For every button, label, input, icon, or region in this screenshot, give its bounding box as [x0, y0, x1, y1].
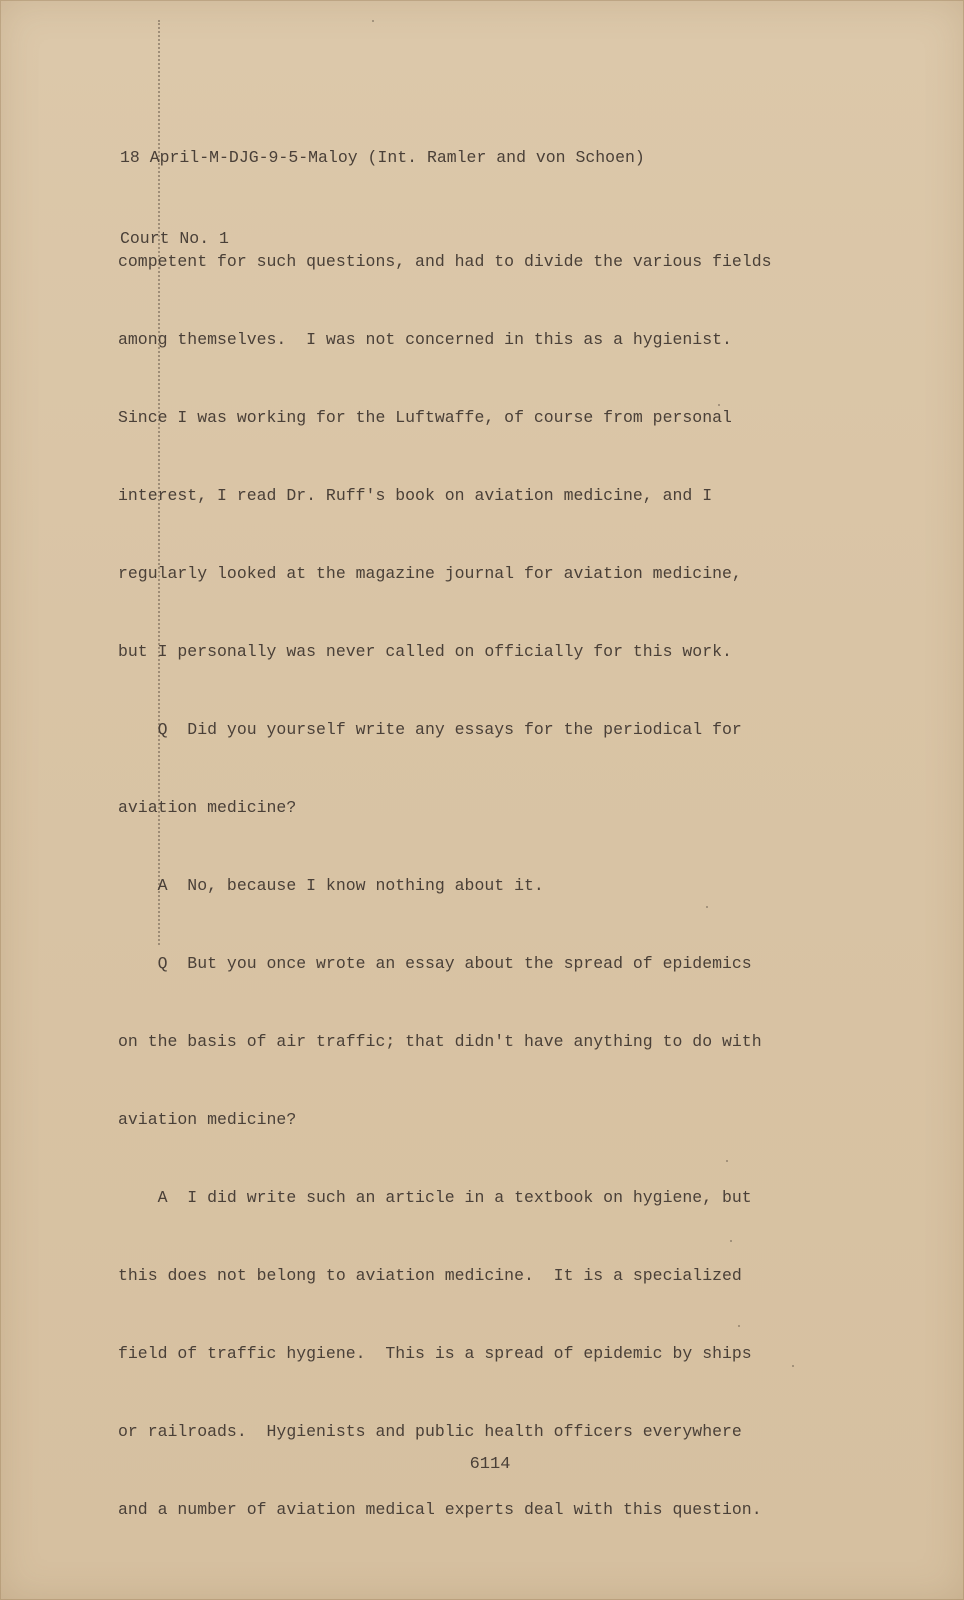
paper-speck — [738, 1325, 740, 1327]
text-line: aviation medicine? — [118, 1110, 297, 1129]
text-line: competent for such questions, and had to divide the various fields — [118, 252, 772, 271]
text-line: interest, I read Dr. Ruff's book on aviation medicine, and I — [118, 486, 713, 505]
paper-speck — [726, 1160, 728, 1162]
text-line: or railroads. Hygienists and public health officers everywhere — [118, 1422, 742, 1441]
text-line: field of traffic hygiene. This is a spread of epidemic by ships — [118, 1344, 752, 1363]
paper-speck — [792, 1365, 794, 1367]
text-line: but I personally was never called on officially for this work. — [118, 642, 732, 661]
question-line: Q But you once wrote an essay about the spread of epidemics — [118, 954, 752, 973]
text-line: regularly looked at the magazine journal for aviation medicine, — [118, 564, 742, 583]
paper-speck — [730, 1240, 732, 1242]
text-line: and a number of aviation medical experts deal with this question. — [118, 1500, 762, 1519]
header-line-2: Court No. 1 — [120, 229, 229, 248]
answer-line: A No, because I know nothing about it. — [118, 876, 544, 895]
transcript-body — [118, 204, 918, 1568]
page-number: 6114 — [469, 1455, 511, 1474]
text-line: on the basis of air traffic; that didn't have anything to do with — [118, 1032, 762, 1051]
text-line: this does not belong to aviation medicine. It is a specialized — [118, 1266, 742, 1285]
paper-speck — [706, 906, 708, 908]
paper-speck — [372, 20, 374, 22]
header-line-1: 18 April-M-DJG-9-5-Maloy (Int. Ramler and von Schoen) — [120, 148, 645, 167]
text-line: Since I was working for the Luftwaffe, of course from personal — [118, 408, 732, 427]
answer-line: A I did write such an article in a textbook on hygiene, but — [118, 1188, 752, 1207]
paper-speck — [718, 404, 720, 406]
question-line: Q Did you yourself write any essays for the periodical for — [118, 720, 742, 739]
text-line: aviation medicine? — [118, 798, 297, 817]
text-line: among themselves. I was not concerned in this as a hygienist. — [118, 330, 732, 349]
